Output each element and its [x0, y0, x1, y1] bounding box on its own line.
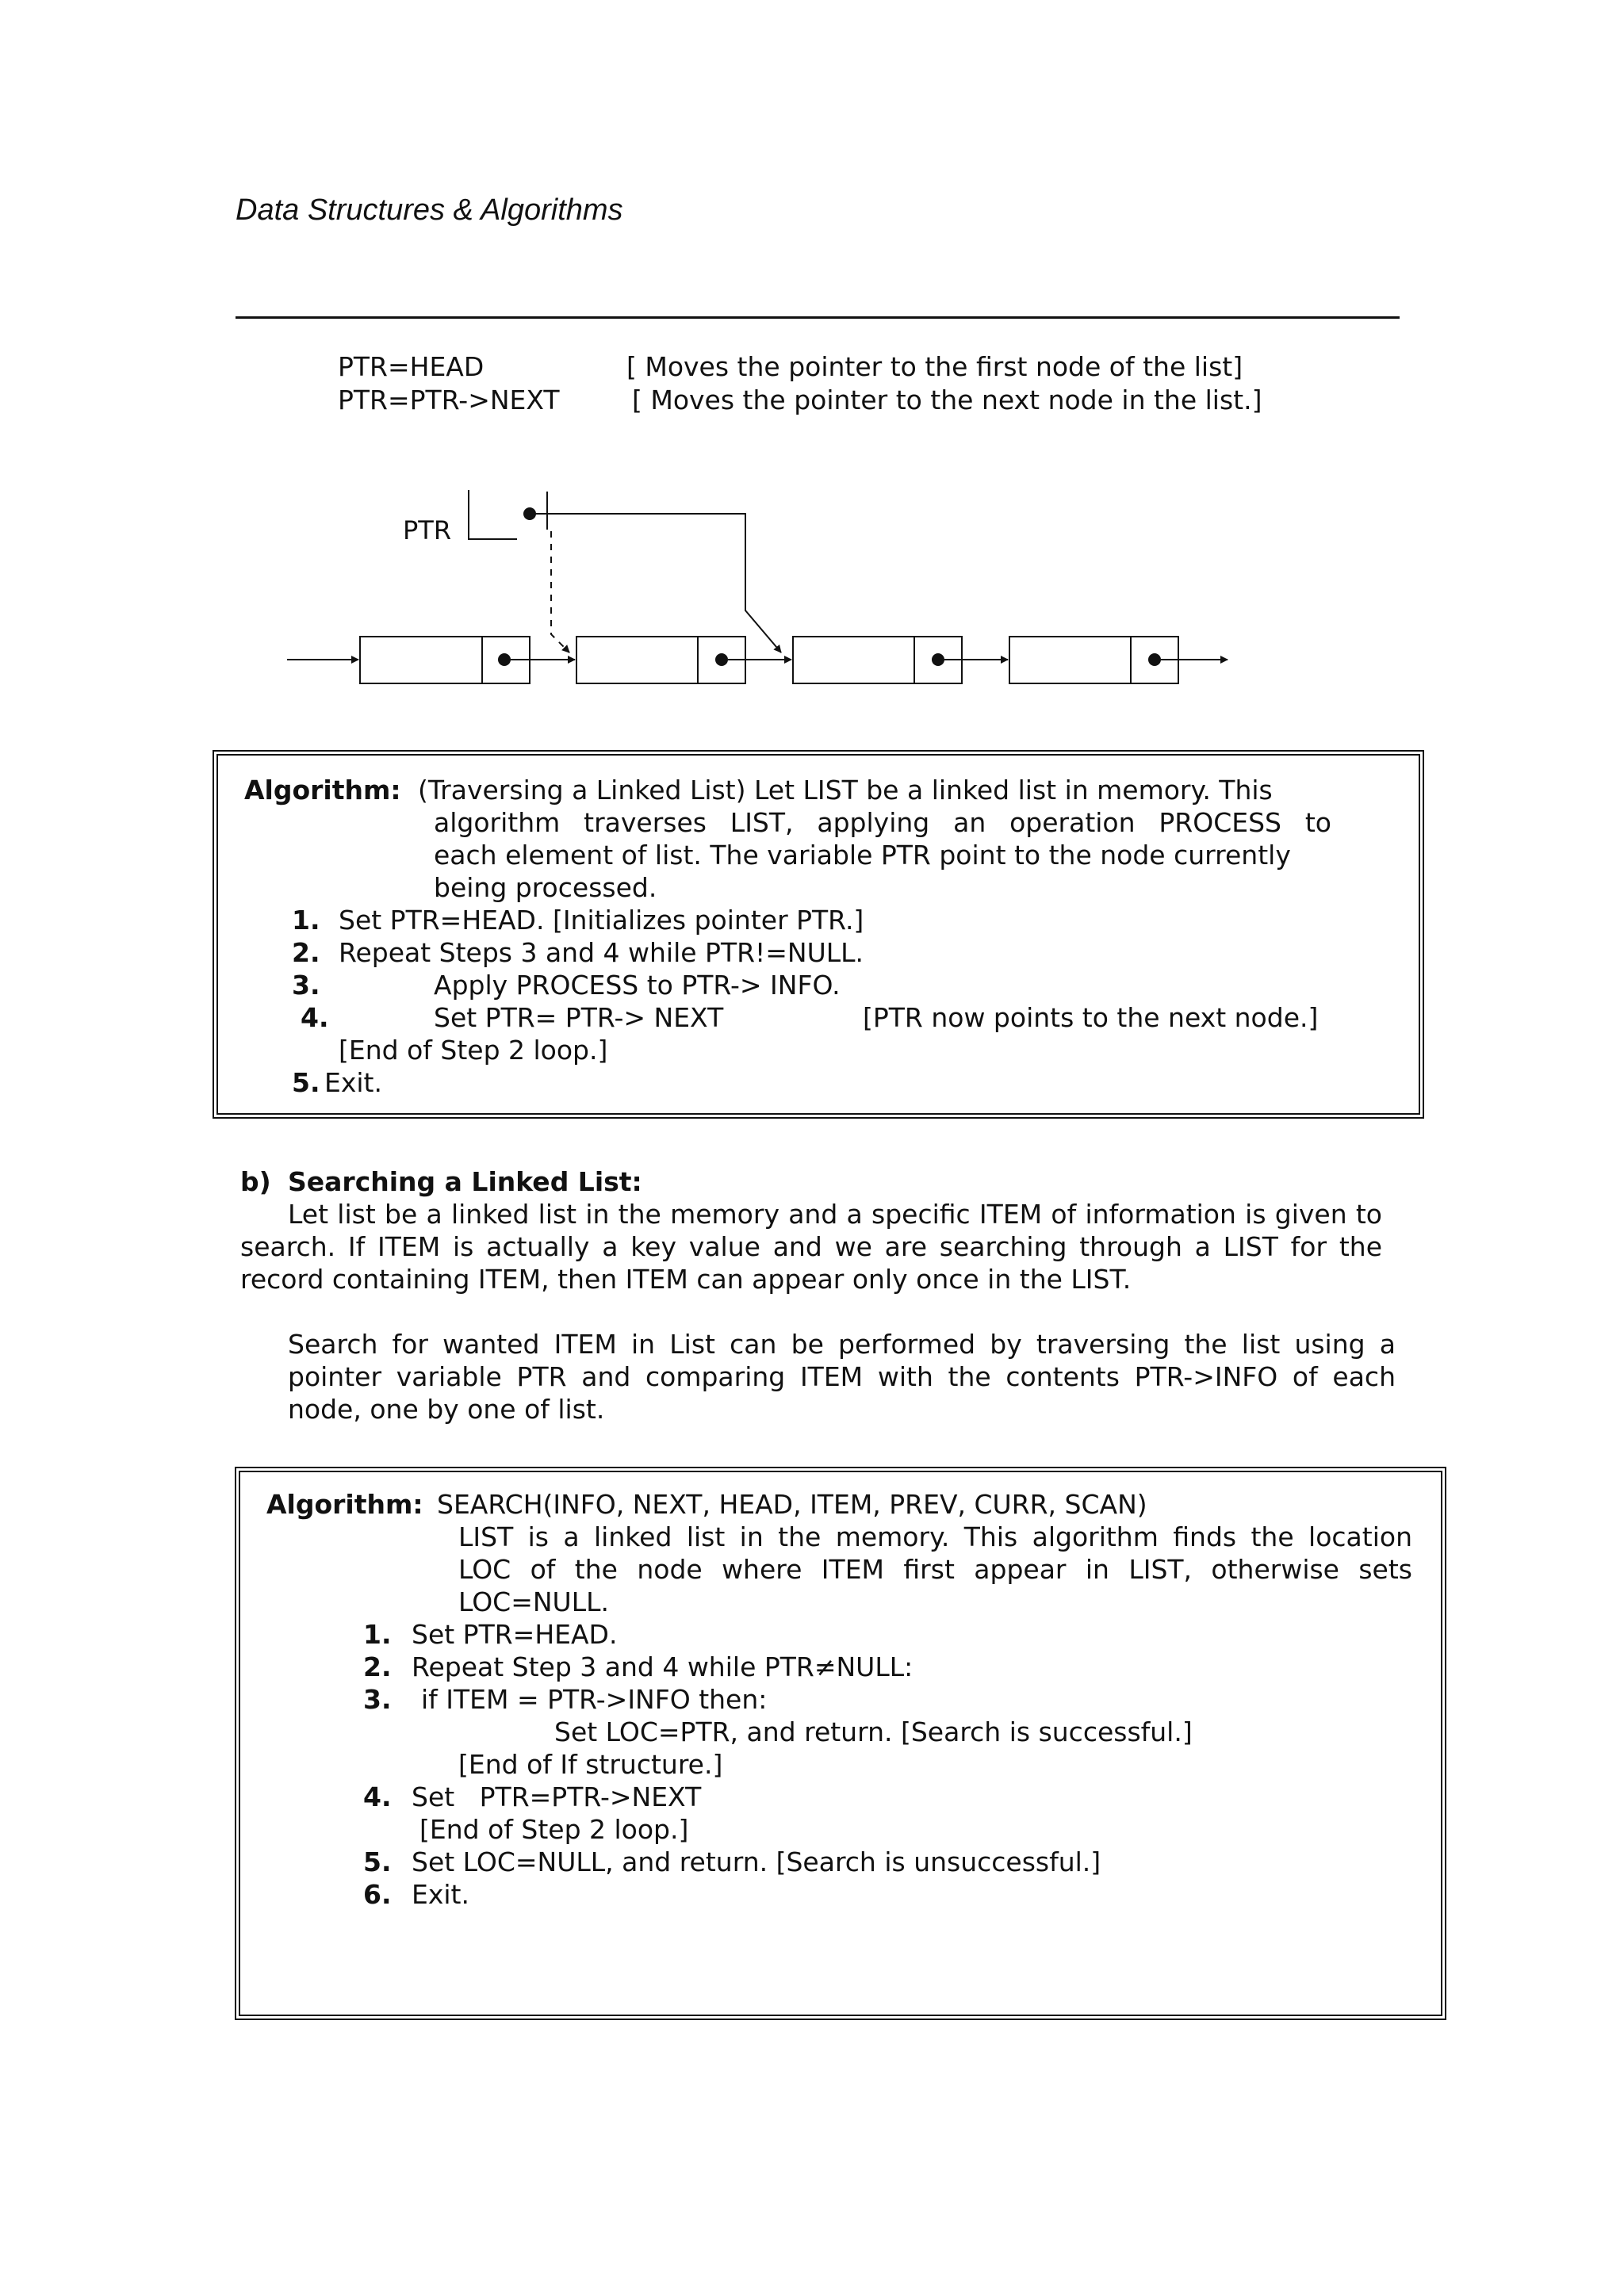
search-loop-end: [End of Step 2 loop.]	[419, 1814, 689, 1845]
search-step-2-num: 2.	[363, 1651, 392, 1682]
node-1-info	[360, 637, 482, 683]
node-2-pointer-dot	[715, 653, 728, 666]
traverse-step-5-text: Exit.	[324, 1067, 382, 1098]
traverse-desc-line-1: (Traversing a Linked List) Let LIST be a linked list in memory. This	[418, 775, 1273, 806]
traverse-step-3-num: 3.	[292, 970, 320, 1001]
traverse-desc-line-4: being processed.	[434, 872, 657, 903]
search-step-3-action: Set LOC=PTR, and return. [Search is successful.]	[554, 1716, 1193, 1747]
search-algorithm-label: Algorithm:	[266, 1489, 423, 1520]
section-b-heading: Searching a Linked List:	[288, 1166, 642, 1197]
search-step-1-text: Set PTR=HEAD.	[412, 1619, 618, 1650]
traverse-step-2-num: 2.	[292, 937, 320, 968]
traverse-step-3-text: Apply PROCESS to PTR-> INFO.	[434, 970, 841, 1001]
search-algorithm-box	[235, 1467, 1446, 2020]
search-step-3-num: 3.	[363, 1684, 392, 1715]
ptr-variable-box	[469, 490, 517, 539]
traverse-step-5-num: 5.	[292, 1067, 320, 1098]
traverse-algorithm-box	[213, 750, 1424, 1119]
traverse-loop-end: [End of Step 2 loop.]	[339, 1035, 608, 1066]
traverse-algorithm-label: Algorithm:	[244, 775, 401, 806]
search-desc-line-2: LOC of the node where ITEM first appear in LIST, otherwise sets	[458, 1554, 1412, 1585]
pointer-op-code-1: PTR=HEAD	[338, 351, 485, 382]
search-paragraph-1: Let list be a linked list in the memory and a specific ITEM of information is given to search. If ITEM is actually a key value and we are searching through a LIST for the record containing ITEM, then ITEM can appear only once in the LIST.	[240, 1199, 1382, 1295]
search-step-5-text: Set LOC=NULL, and return. [Search is unsuccessful.]	[412, 1846, 1101, 1877]
node-4-pointer-dot	[1148, 653, 1161, 666]
node-4-info	[1009, 637, 1131, 683]
pointer-op-comment-2: [ Moves the pointer to the next node in the list.]	[632, 385, 1262, 415]
search-step-2-text: Repeat Step 3 and 4 while PTR≠NULL:	[412, 1651, 914, 1682]
search-step-6-num: 6.	[363, 1879, 392, 1910]
traverse-step-1-num: 1.	[292, 905, 320, 936]
search-step-4-text: Set PTR=PTR->NEXT	[412, 1781, 702, 1812]
search-paragraph-2: Search for wanted ITEM in List can be performed by traversing the list using a pointer variable PTR and comparing ITEM with the contents PTR->INFO of each node, one by one of list.	[288, 1329, 1396, 1425]
search-if-end: [End of If structure.]	[458, 1749, 723, 1780]
ptr-previous-dashed-arrow	[551, 531, 569, 652]
search-step-3-text: if ITEM = PTR->INFO then:	[421, 1684, 768, 1715]
search-step-5-num: 5.	[363, 1846, 392, 1877]
traverse-step-2-text: Repeat Steps 3 and 4 while PTR!=NULL.	[339, 937, 864, 968]
node-2-info	[576, 637, 698, 683]
search-desc-line-3: LOC=NULL.	[458, 1586, 609, 1617]
ptr-label: PTR	[403, 515, 452, 545]
node-3-pointer-dot	[932, 653, 944, 666]
search-desc-line-1: LIST is a linked list in the memory. This algorithm finds the location	[458, 1521, 1412, 1552]
traverse-step-1-text: Set PTR=HEAD. [Initializes pointer PTR.]	[339, 905, 864, 936]
pointer-op-comment-1: [ Moves the pointer to the first node of the list]	[626, 351, 1243, 382]
linked-list-diagram	[0, 0, 1624, 761]
search-step-6-text: Exit.	[412, 1879, 469, 1910]
search-step-4-num: 4.	[363, 1781, 392, 1812]
traverse-desc-line-3: each element of list. The variable PTR point to the node currently	[434, 840, 1291, 871]
traverse-step-4-comment: [PTR now points to the next node.]	[863, 1002, 1319, 1033]
search-algorithm-signature: SEARCH(INFO, NEXT, HEAD, ITEM, PREV, CURR, SCAN)	[437, 1489, 1147, 1520]
section-b-number: b)	[240, 1166, 271, 1197]
node-1-pointer-dot	[498, 653, 511, 666]
traverse-desc-line-2: algorithm traverses LIST, applying an operation PROCESS to	[434, 807, 1331, 838]
running-header-title: Data Structures & Algorithms	[236, 193, 623, 227]
traverse-step-4-text: Set PTR= PTR-> NEXT	[434, 1002, 724, 1033]
pointer-op-code-2: PTR=PTR->NEXT	[338, 385, 560, 415]
traverse-step-4-num: 4.	[301, 1002, 329, 1033]
ptr-current-arrow	[583, 514, 781, 652]
search-step-1-num: 1.	[363, 1619, 392, 1650]
node-3-info	[793, 637, 914, 683]
